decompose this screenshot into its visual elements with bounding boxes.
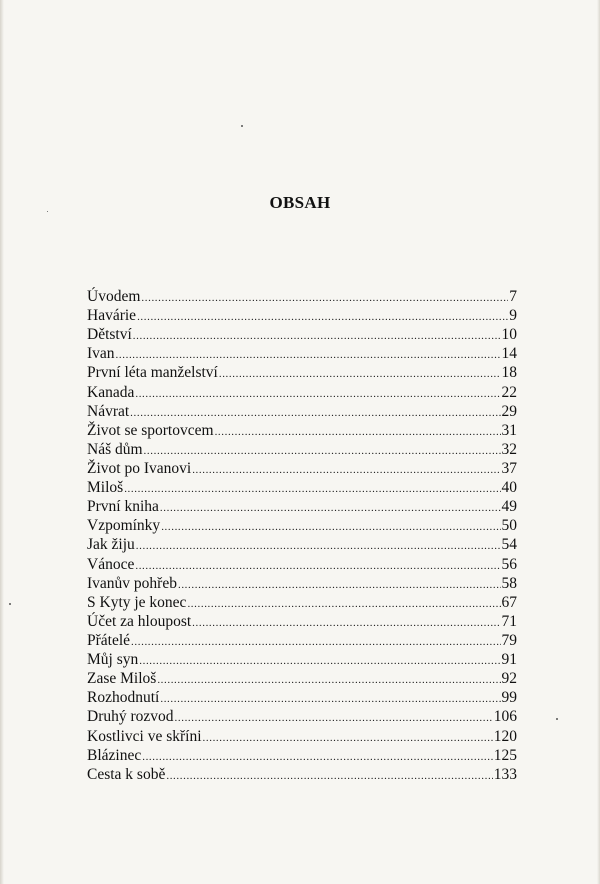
dot-leader <box>219 365 501 384</box>
dot-leader <box>124 480 500 499</box>
toc-entry-page-number: 7 <box>509 288 517 305</box>
toc-entry-page-number: 49 <box>501 498 517 516</box>
toc-entry-title: Dětství <box>87 326 132 344</box>
dot-leader <box>144 442 501 461</box>
toc-entry-page-number: 67 <box>501 593 517 611</box>
toc-entry-title: S Kyty je konec <box>87 593 187 611</box>
dot-leader <box>161 518 500 537</box>
dot-leader <box>192 614 500 633</box>
toc-entry-title: Vzpomínky <box>87 517 161 535</box>
toc-entry-page-number: 37 <box>501 459 517 477</box>
dot-leader <box>137 308 508 327</box>
toc-entry <box>87 535 517 554</box>
toc-entry <box>87 612 517 631</box>
toc-entry-title: Kanada <box>87 383 135 401</box>
paper-speck <box>9 603 11 605</box>
dot-leader <box>160 690 500 709</box>
toc-entry-title: Účet za hloupost <box>87 612 192 630</box>
toc-entry <box>87 459 517 478</box>
table-of-contents <box>87 287 517 784</box>
dot-leader <box>187 595 500 614</box>
toc-entry <box>87 669 517 688</box>
toc-entry-title: Vánoce <box>87 555 135 573</box>
toc-entry-title: Úvodem <box>87 288 141 305</box>
dot-leader <box>160 499 501 518</box>
toc-entry-title: Blázinec <box>87 746 142 764</box>
toc-entry-title: Druhý rozvod <box>87 708 174 726</box>
toc-entry-title: Život se sportovcem <box>87 421 214 439</box>
toc-entry <box>87 421 517 440</box>
toc-entry-page-number: 92 <box>501 670 517 688</box>
toc-entry-page-number: 40 <box>501 479 517 497</box>
dot-leader <box>135 557 500 576</box>
toc-entry-page-number: 18 <box>501 364 517 382</box>
toc-entry-page-number: 91 <box>501 651 517 669</box>
toc-entry-page-number: 14 <box>501 345 517 363</box>
toc-entry-title: Návrat <box>87 402 130 420</box>
toc-entry <box>87 727 517 746</box>
dot-leader <box>178 576 501 595</box>
toc-entry-page-number: 10 <box>501 326 517 344</box>
paper-speck <box>241 125 243 127</box>
toc-entry-page-number: 32 <box>501 440 517 458</box>
toc-entry-page-number: 56 <box>501 555 517 573</box>
toc-entry <box>87 593 517 612</box>
toc-entry-title: První léta manželství <box>87 364 218 382</box>
toc-entry <box>87 325 517 344</box>
page-title: OBSAH <box>269 193 331 212</box>
dot-leader <box>135 385 500 404</box>
toc-entry-page-number: 79 <box>501 631 517 649</box>
toc-entry <box>87 574 517 593</box>
toc-entry-title: Rozhodnutí <box>87 689 160 707</box>
toc-entry <box>87 555 517 574</box>
toc-entry-page-number: 71 <box>501 612 517 630</box>
dot-leader <box>203 729 493 748</box>
toc-entry <box>87 688 517 707</box>
toc-entry-page-number: 58 <box>501 574 517 592</box>
dot-leader <box>157 671 500 690</box>
toc-entry-page-number: 22 <box>501 383 517 401</box>
toc-entry <box>87 402 517 421</box>
toc-entry-title: Kostlivci ve skříni <box>87 727 202 745</box>
dot-leader <box>141 289 508 308</box>
toc-entry-title: První kniha <box>87 498 159 516</box>
dot-leader <box>139 652 500 671</box>
dot-leader <box>142 748 493 767</box>
toc-entry-page-number: 106 <box>493 708 517 726</box>
toc-entry-title: Náš dům <box>87 440 143 458</box>
toc-entry-title: Ivan <box>87 345 115 363</box>
toc-entry <box>87 287 517 306</box>
toc-entry <box>87 650 517 669</box>
toc-entry <box>87 497 517 516</box>
dot-leader <box>215 423 501 442</box>
dot-leader <box>133 327 501 346</box>
dot-leader <box>175 709 493 728</box>
toc-entry <box>87 765 517 784</box>
toc-entry-title: Život po Ivanovi <box>87 459 192 477</box>
toc-entry-title: Jak žiju <box>87 536 135 554</box>
toc-entry <box>87 631 517 650</box>
toc-entry-page-number: 31 <box>501 421 517 439</box>
toc-entry-title: Přátelé <box>87 631 131 649</box>
page-edge-left <box>0 0 4 884</box>
toc-entry-title: Zase Miloš <box>87 670 157 688</box>
toc-entry-title: Můj syn <box>87 651 139 669</box>
dot-leader <box>136 537 501 556</box>
toc-entry-page-number: 29 <box>501 402 517 420</box>
paper-speck <box>556 718 558 720</box>
toc-entry <box>87 440 517 459</box>
toc-entry-title: Havárie <box>87 307 137 325</box>
toc-entry-title: Cesta k sobě <box>87 765 166 783</box>
toc-entry <box>87 478 517 497</box>
toc-entry-page-number: 50 <box>501 517 517 535</box>
toc-entry-page-number: 120 <box>493 727 517 745</box>
toc-entry <box>87 516 517 535</box>
dot-leader <box>166 767 492 786</box>
toc-entry-page-number: 9 <box>509 307 517 325</box>
toc-entry <box>87 363 517 382</box>
dot-leader <box>192 461 500 480</box>
toc-entry <box>87 383 517 402</box>
toc-entry <box>87 344 517 363</box>
dot-leader <box>131 633 500 652</box>
toc-entry <box>87 306 517 325</box>
toc-entry <box>87 746 517 765</box>
toc-entry <box>87 707 517 726</box>
toc-entry-title: Ivanův pohřeb <box>87 574 177 592</box>
toc-entry-page-number: 133 <box>493 765 517 783</box>
toc-entry-page-number: 54 <box>501 536 517 554</box>
toc-entry-title: Miloš <box>87 479 124 497</box>
toc-entry-page-number: 125 <box>493 746 517 764</box>
toc-entry-page-number: 99 <box>501 689 517 707</box>
